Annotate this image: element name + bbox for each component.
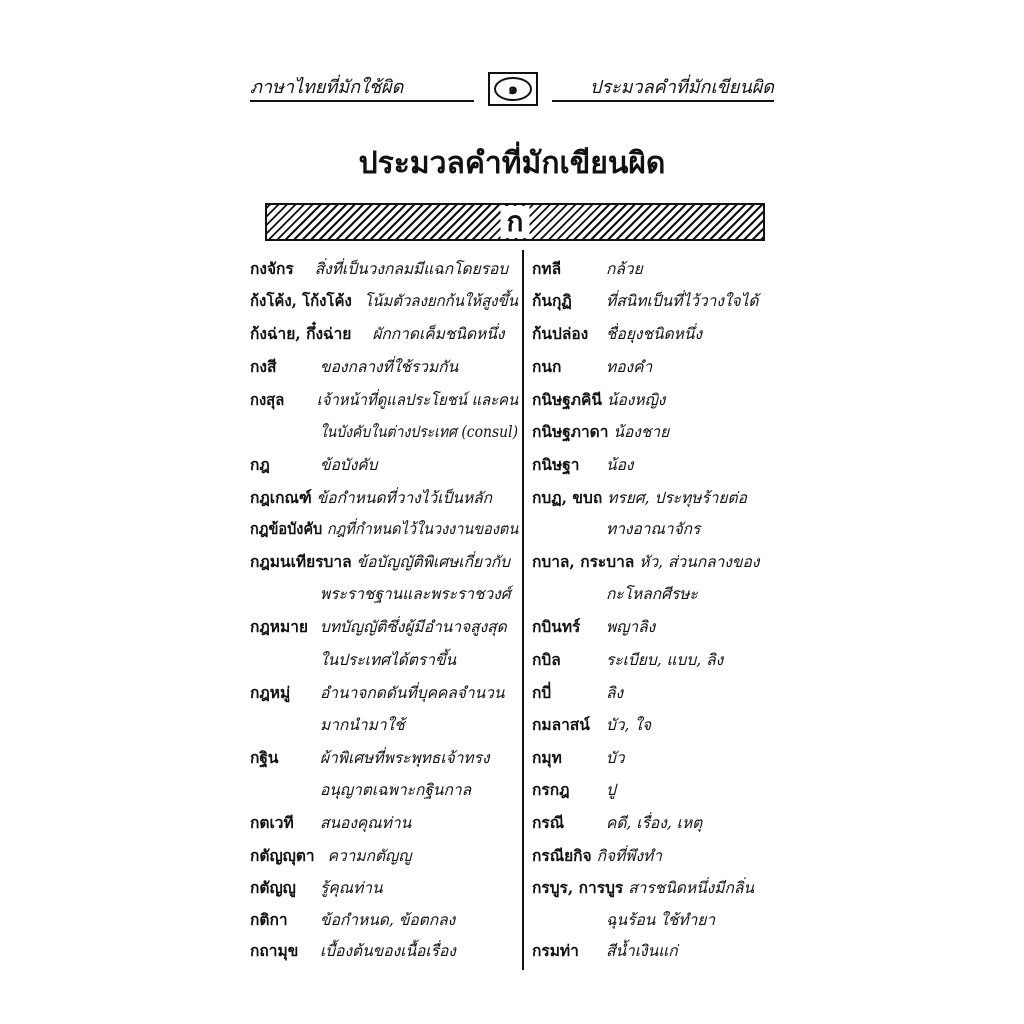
entry-definition: ชื่อยุงชนิดหนึ่ง xyxy=(606,325,703,343)
right-entry xyxy=(532,552,759,572)
entry-definition: ผ้าพิเศษที่พระพุทธเจ้าทรง xyxy=(320,749,490,767)
entry-definition: กฎที่กำหนดไว้ในวงงานของตน xyxy=(326,520,519,538)
left-entry xyxy=(250,878,383,898)
left-entry xyxy=(250,259,508,279)
entry-definition: ผักกาดเค็มชนิดหนึ่ง xyxy=(372,325,505,343)
left-entry xyxy=(250,941,456,961)
entry-word: กฎ xyxy=(250,455,270,474)
entry-word: กตัญญู xyxy=(250,878,296,897)
left-entry xyxy=(250,488,492,508)
entry-word: กรมท่า xyxy=(532,941,579,960)
entry-word: ก้นปล่อง xyxy=(532,324,589,343)
page-number: ๑ xyxy=(494,77,532,101)
running-header-right: ประมวลคำที่มักเขียนผิด xyxy=(589,77,774,98)
right-entry xyxy=(532,878,754,898)
right-entry xyxy=(532,715,651,735)
left-entry xyxy=(250,910,455,930)
left-entry xyxy=(250,357,458,377)
right-entry xyxy=(532,813,702,833)
running-header-left: ภาษาไทยที่มักใช้ผิด xyxy=(250,77,404,98)
entry-definition: น้องชาย xyxy=(613,423,670,441)
right-entry xyxy=(532,748,625,768)
right-entry-continuation xyxy=(606,519,700,539)
right-entry xyxy=(532,488,747,508)
entry-word: กนิษฐา xyxy=(532,455,580,474)
entry-word: กบฏ, ขบถ xyxy=(532,488,603,507)
entry-word: กตเวที xyxy=(250,813,294,832)
entry-definition: ปู xyxy=(606,781,616,799)
entry-definition: บัว, ใจ xyxy=(606,716,652,734)
section-letter: ก xyxy=(501,206,530,238)
entry-word: กบาล, กระบาล xyxy=(532,552,635,571)
entry-word: กบินทร์ xyxy=(532,617,581,636)
entry-word: กถามุข xyxy=(250,941,299,960)
entry-word: กรบูร, การบูร xyxy=(532,878,624,897)
entry-definition: ในบังคับในต่างประเทศ (consul) xyxy=(320,423,519,441)
entry-definition: ของกลางที่ใช้รวมกัน xyxy=(320,358,459,376)
entry-definition: สารชนิดหนึ่งมีกลิ่น xyxy=(628,879,754,897)
entry-definition: ข้อกำหนด, ข้อตกลง xyxy=(320,911,456,929)
entry-definition: กะโหลกศีรษะ xyxy=(606,585,698,603)
left-entry-continuation xyxy=(320,650,456,670)
entry-word: กนก xyxy=(532,357,562,376)
entry-definition: สิ่งที่เป็นวงกลมมีแฉกโดยรอบ xyxy=(314,260,509,278)
entry-definition: น้อง xyxy=(606,456,634,474)
entry-word: กมลาสน์ xyxy=(532,715,590,734)
entry-word: กนิษฐภาดา xyxy=(532,422,609,441)
entry-word: กฎหมู่ xyxy=(250,683,291,702)
left-entry xyxy=(250,813,411,833)
entry-definition: โน้มตัวลงยกก้นให้สูงขึ้น xyxy=(364,292,518,310)
entry-definition: อนุญาตเฉพาะกฐินกาล xyxy=(320,781,472,799)
entry-definition: ระเบียบ, แบบ, ลิง xyxy=(606,651,724,669)
right-entry xyxy=(532,455,633,475)
left-entry-continuation xyxy=(320,715,405,735)
entry-word: กฎหมาย xyxy=(250,617,309,636)
right-entry xyxy=(532,324,702,344)
left-entry xyxy=(250,519,518,539)
entry-definition: ฉุนร้อน ใช้ทำยา xyxy=(606,911,716,929)
entry-word: กบี่ xyxy=(532,683,552,702)
left-entry-continuation xyxy=(320,780,471,800)
left-entry xyxy=(250,390,518,410)
entry-definition: กิจที่พึงทำ xyxy=(596,847,662,865)
entry-word: กงสี xyxy=(250,357,277,376)
entry-definition: ที่สนิทเป็นที่ไว้วางใจได้ xyxy=(606,292,759,310)
entry-word: กทลี xyxy=(532,259,562,278)
entry-definition: บทบัญญัติซึ่งผู้มีอำนาจสูงสุด xyxy=(320,618,507,636)
entry-definition: กล้วย xyxy=(606,260,643,278)
entry-definition: ข้อบังคับ xyxy=(320,456,378,474)
left-entry xyxy=(250,455,378,475)
entry-word: กนิษฐภคินี xyxy=(532,390,602,409)
right-entry xyxy=(532,650,723,670)
entry-word: กติกา xyxy=(250,910,288,929)
entry-word: กฎข้อบังคับ xyxy=(250,519,323,538)
left-entry xyxy=(250,552,510,572)
entry-word: กบิล xyxy=(532,650,561,669)
entry-definition: หัว, ส่วนกลางของ xyxy=(639,553,760,571)
right-entry xyxy=(532,390,665,410)
left-entry xyxy=(250,683,504,703)
entry-word: กตัญญุตา xyxy=(250,846,315,865)
entry-definition: บัว xyxy=(606,749,625,767)
entry-definition: มากนำมาใช้ xyxy=(320,716,405,734)
entry-definition: พระราชฐานและพระราชวงศ์ xyxy=(320,585,511,603)
right-entry xyxy=(532,683,623,703)
left-entry-continuation xyxy=(320,422,518,442)
right-entry xyxy=(532,357,652,377)
entry-definition: คดี, เรื่อง, เหตุ xyxy=(606,814,703,832)
entry-definition: รู้คุณท่าน xyxy=(320,879,383,897)
left-entry-continuation xyxy=(320,584,511,604)
entry-word: กงจักร xyxy=(250,259,294,278)
column-divider xyxy=(522,250,524,970)
entry-definition: น้องหญิง xyxy=(606,391,666,409)
entry-definition: ทางอาณาจักร xyxy=(606,520,701,538)
entry-definition: ข้อกำหนดที่วางไว้เป็นหลัก xyxy=(316,489,493,507)
entry-word: กรณียกิจ xyxy=(532,846,592,865)
entry-definition: ความกตัญญู xyxy=(327,847,412,865)
right-entry xyxy=(532,846,662,866)
right-entry xyxy=(532,291,758,311)
entry-word: กฎเกณฑ์ xyxy=(250,488,312,507)
entry-word: กมุท xyxy=(532,748,562,767)
entry-definition: สีน้ำเงินแก่ xyxy=(606,942,678,960)
left-entry xyxy=(250,748,490,768)
entry-definition: เจ้าหน้าที่ดูแลประโยชน์ และคน xyxy=(316,391,519,409)
right-entry xyxy=(532,422,669,442)
entry-word: กฎมนเทียรบาล xyxy=(250,552,352,571)
entry-word: กฐิน xyxy=(250,748,279,767)
entry-word: ก้งโค้ง, โก้งโค้ง xyxy=(250,291,352,310)
entry-word: กรกฎ xyxy=(532,780,570,799)
page-title: ประมวลคำที่มักเขียนผิด xyxy=(358,146,666,181)
page-number-box xyxy=(488,72,538,106)
right-entry-continuation xyxy=(606,910,715,930)
entry-definition: ทรยศ, ประทุษร้ายต่อ xyxy=(607,489,747,507)
right-entry xyxy=(532,941,678,961)
entry-definition: ลิง xyxy=(606,684,624,702)
right-entry-continuation xyxy=(606,584,698,604)
entry-word: ก้นกุฏิ xyxy=(532,291,572,310)
left-entry xyxy=(250,617,507,637)
entry-definition: ข้อบัญญัติพิเศษเกี่ยวกับ xyxy=(356,553,511,571)
entry-word: กรณี xyxy=(532,813,565,832)
left-entry xyxy=(250,324,504,344)
left-entry xyxy=(250,291,518,311)
right-entry xyxy=(532,259,643,279)
entry-definition: อำนาจกดดันที่บุคคลจำนวน xyxy=(320,684,505,702)
header-rule-left xyxy=(250,100,474,102)
entry-definition: พญาลิง xyxy=(606,618,656,636)
entry-definition: ทองคำ xyxy=(606,358,653,376)
right-entry xyxy=(532,780,616,800)
entry-definition: ในประเทศได้ตราขึ้น xyxy=(320,651,457,669)
right-entry xyxy=(532,617,655,637)
entry-word: กงสุล xyxy=(250,390,285,409)
left-entry xyxy=(250,846,411,866)
entry-definition: เบื้องต้นของเนื้อเรื่อง xyxy=(320,942,456,960)
entry-word: ก้งฉ่าย, กึ๋งฉ่าย xyxy=(250,324,352,343)
section-letter-bar xyxy=(265,203,765,241)
entry-definition: สนองคุณท่าน xyxy=(320,814,412,832)
